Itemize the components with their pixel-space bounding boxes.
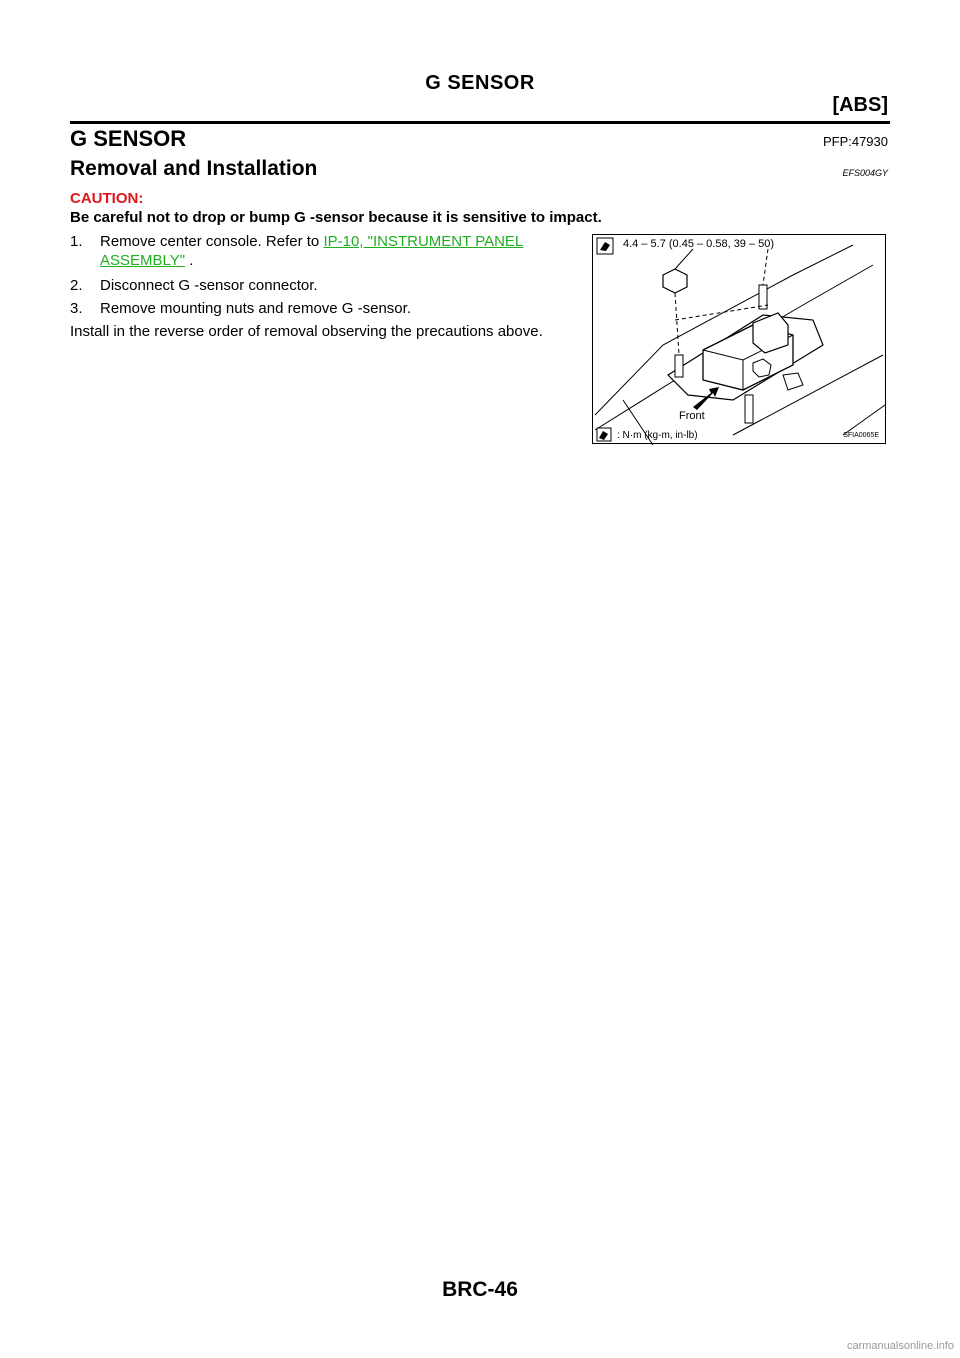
torque-spec: 4.4 – 5.7 (0.45 – 0.58, 39 – 50)	[623, 238, 775, 250]
figure-code: SFIA0065E	[843, 432, 879, 439]
step-2	[70, 276, 580, 295]
caution-text: Be careful not to drop or bump G -sensor because it is sensitive to impact.	[70, 209, 602, 226]
part-code: PFP:47930	[822, 134, 888, 149]
units-legend: : N·m (kg-m, in-lb)	[617, 430, 698, 441]
instrument-panel-link[interactable]: IP-10, "INSTRUMENT PANEL	[323, 233, 524, 250]
step-number: 3.	[70, 300, 83, 317]
install-note: Install in the reverse order of removal observing the precautions above.	[70, 323, 543, 340]
step-suffix: .	[185, 252, 194, 269]
section-tag: [ABS]	[832, 94, 888, 116]
subsection-heading	[70, 157, 890, 185]
subsection-title: Removal and Installation	[70, 157, 318, 180]
g-sensor-figure	[592, 234, 886, 444]
front-label: Front	[679, 410, 705, 422]
reference-code: EFS004GY	[842, 168, 888, 178]
g-sensor-illustration	[593, 235, 887, 445]
section-title: G SENSOR	[70, 126, 187, 151]
step-text: Disconnect G -sensor connector.	[100, 277, 318, 294]
step-number: 2.	[70, 277, 83, 294]
step-text: Remove mounting nuts and remove G -sensor.	[100, 300, 411, 317]
caution-label: CAUTION:	[70, 190, 144, 207]
running-title: G SENSOR	[425, 72, 535, 94]
watermark: carmanualsonline.info	[846, 1340, 954, 1352]
step-number: 1.	[70, 233, 83, 250]
step-1	[70, 232, 580, 270]
instrument-panel-link-cont[interactable]: ASSEMBLY"	[100, 252, 186, 269]
step-3	[70, 299, 580, 318]
page-number: BRC-46	[442, 1278, 518, 1301]
section-heading	[70, 126, 890, 156]
step-text: Remove center console. Refer to	[100, 233, 320, 250]
header-rule	[70, 121, 890, 124]
